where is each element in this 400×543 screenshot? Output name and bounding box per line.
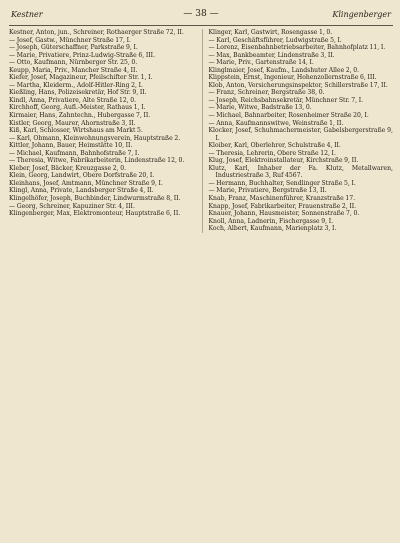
directory-entry: Keupp, Maria, Priv., Mancher Straße 4, II. (9, 66, 138, 74)
directory-entry: Klinglmaier, Josef, Kaufm., Landshuter Allee 2, 0. (208, 66, 360, 74)
directory-entry: — Franz, Schreiner, Bergstraße 38, 0. (208, 89, 325, 97)
directory-entry: Klingelhöfer, Joseph, Buchbinder, Lindwurmstraße 8, II. (9, 195, 181, 203)
directory-entry: — Otto, Kaufmann, Nürnberger Str. 25, 0. (9, 59, 138, 67)
directory-entry: Kiß, Karl, Schlosser, Wirtshaus am Markt 5. (9, 127, 143, 135)
directory-entry: Kirmaier, Hans, Zahntechn., Hubergasse 7, II. (9, 112, 151, 120)
directory-entry: — Georg, Schreiner, Kapuziner Str. 4, III. (9, 202, 135, 210)
directory-entry: Kleber, Josef, Bäcker, Kreuzgasse 2, 0. (9, 164, 127, 172)
directory-entry: Klocker, Josef, Schuhmachermeister, Gabelsbergerstraße 9, I. (208, 127, 393, 142)
directory-entry: Kindl, Anna, Privatiere, Alte Straße 12, 0. (9, 96, 137, 104)
directory-entry: Knoll, Anna, Ladnerin, Fischergasse 9, I. (208, 217, 334, 225)
directory-columns (9, 29, 393, 233)
directory-entry: Kestner, Anton, jun., Schreiner, Rothaerger Straße 72, II. (9, 29, 184, 36)
directory-entry: — Josef, Gastw., Münchner Straße 17, I. (9, 36, 131, 44)
directory-entry: Klingenberger, Max, Elektromonteur, Hauptstraße 6, II. (9, 210, 181, 218)
directory-entry: — Max, Bankbeamter, Lindenstraße 3, II. (208, 51, 335, 59)
directory-entry: Kleinhans, Josef, Amtmann, Münchner Straße 9, I. (9, 179, 163, 187)
directory-entry: — Karl, Obmann, Kleinwohnungsverein, Hauptstraße 2. (9, 134, 181, 142)
directory-entry: Kloiber, Karl, Oberlehrer, Schulstraße 4, II. (208, 142, 341, 150)
directory-entry: Klinger, Karl, Gastwirt, Rosengasse 1, 0. (208, 29, 333, 36)
directory-entry: — Michael, Kaufmann, Bahnhofstraße 7, I. (9, 149, 140, 157)
directory-entry: — Hermann, Buchhalter, Sendlinger Straße 5, I. (208, 179, 356, 187)
directory-entry: Klutz, Karl, Inhaber der Fa. Klutz, Metallwaren, Industriestraße 3, Ruf 4567. (208, 164, 393, 180)
directory-entry: — Joseph, Reichsbahnsekretär, Münchner Str. 7, I. (208, 96, 364, 104)
running-head (9, 10, 393, 22)
directory-entry: Kiefer, Josef, Magazineur, Pfeilschifter Str. 1, I. (9, 74, 153, 82)
directory-entry: Klug, Josef, Elektroinstallateur, Kirchstraße 9, II. (208, 157, 359, 165)
directory-entry: — Michael, Bahnarbeiter, Rosenheimer Straße 20, I. (208, 112, 369, 120)
directory-entry: — Marie, Priv., Gartenstraße 14, I. (208, 59, 314, 67)
directory-entry: Klippstein, Ernst, Ingenieur, Hohenzollernstraße 6, III. (208, 74, 377, 82)
directory-entry: — Marie, Privatiere, Prinz-Ludwig-Straße 6, III. (9, 51, 156, 59)
directory-entry: Koch, Albert, Kaufmann, Marienplatz 3, I. (208, 225, 337, 233)
directory-entry: — Marie, Witwe, Badstraße 13, 0. (208, 104, 312, 112)
directory-entry: Knab, Franz, Maschinenführer, Kranzstraße 17. (208, 195, 356, 203)
directory-entry: — Anna, Kaufmannswitwe, Weinstraße 1, II. (208, 119, 344, 127)
header-rule (9, 25, 393, 26)
running-head-left: Kestner (11, 10, 43, 19)
directory-entry: — Joseph, Güterschaffner, Parkstraße 9, I. (9, 44, 138, 52)
running-head-right: Klingenberger (332, 10, 391, 19)
directory-entry: Klingl, Anna, Private, Landsberger Straße 4, II. (9, 187, 154, 195)
directory-entry: Kittler, Johann, Bauer, Heimstätte 10, II. (9, 142, 133, 150)
directory-entry: — Theresia, Witwe, Fabrikarbeiterin, Lindenstraße 12, 0. (9, 157, 185, 165)
directory-entry: — Theresia, Lehrerin, Obere Straße 12, I. (208, 149, 336, 157)
directory-entry: — Martha, Kleiderm., Adolf-Hitler-Ring 2, I. (9, 81, 143, 89)
directory-entry: Kistler, Georg, Maurer, Ahornstraße 3, II. (9, 119, 136, 127)
directory-entry: Kießling, Hans, Polizeisekretär, Hof Str. 9, II. (9, 89, 147, 97)
directory-entry: — Marie, Privatiere, Bergstraße 13, II. (208, 187, 327, 195)
directory-entry: — Lorenz, Eisenbahnbetriebsarbeiter, Bahnhofplatz 11, I. (208, 44, 386, 52)
right-column (202, 29, 394, 233)
directory-entry: Kirchhoff, Georg, Aufl.-Meister, Rathaus 1, I. (9, 104, 146, 112)
directory-entry: Klob, Anton, Versicherungsinspektor, Schillerstraße 17, II. (208, 81, 388, 89)
left-column (9, 29, 194, 233)
directory-entry: — Karl, Geschäftsführer, Ludwigstraße 5, I. (208, 36, 342, 44)
directory-entry: Klein, Georg, Landwirt, Obere Dorfstraße 20, I. (9, 172, 155, 180)
directory-entry: Knapp, Josef, Fabrikarbeiter, Frauenstraße 2, II. (208, 202, 357, 210)
directory-entry: Knauer, Johann, Hausmeister, Sonnenstraße 7, 0. (208, 210, 360, 218)
page-number: — 38 — (183, 9, 219, 19)
